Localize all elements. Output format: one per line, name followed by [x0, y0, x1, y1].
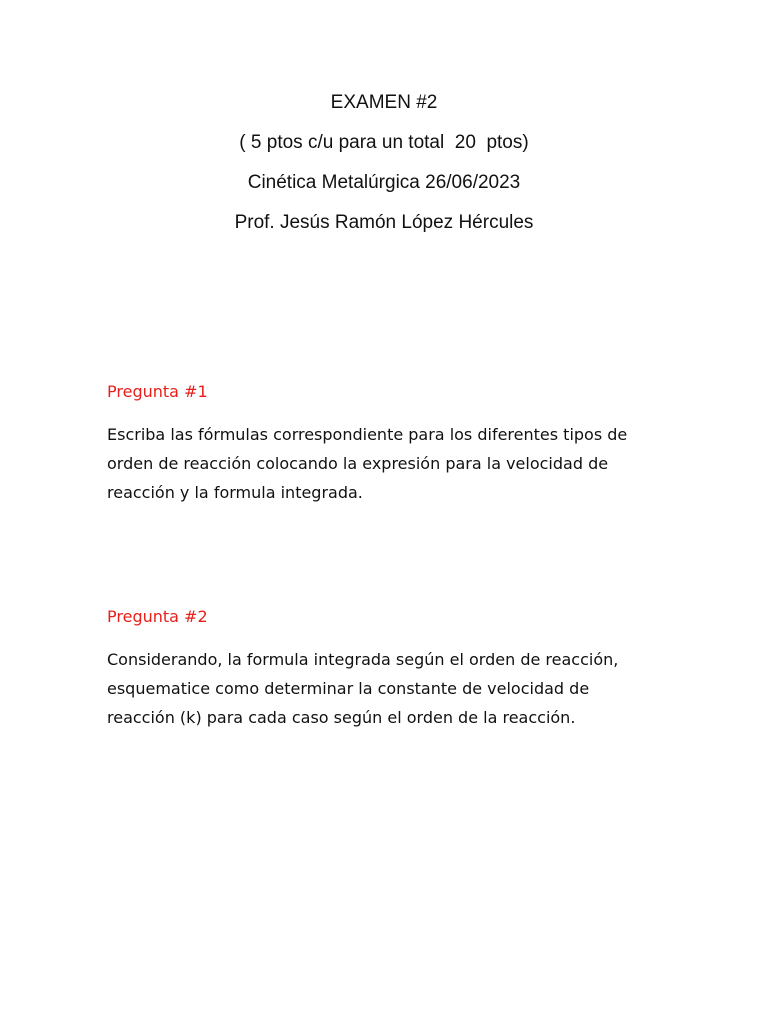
- course-date: Cinética Metalúrgica 26/06/2023: [247, 172, 521, 193]
- question-1-line: Escriba las fórmulas correspondiente para los diferentes tipos de: [107, 425, 628, 444]
- question-1-text: [107, 420, 667, 507]
- question-1-line: orden de reacción colocando la expresión para la velocidad de: [107, 454, 609, 473]
- question-2-line: reacción (k) para cada caso según el orden de la reacción.: [107, 708, 576, 727]
- question-2-line: esquematice como determinar la constante de velocidad de: [107, 679, 590, 698]
- question-2-title: Pregunta #2: [107, 607, 208, 626]
- professor-name: Prof. Jesús Ramón López Hércules: [234, 212, 534, 233]
- exam-title: EXAMEN #2: [330, 92, 438, 113]
- question-1-title: Pregunta #1: [107, 382, 208, 401]
- question-1-line: reacción y la formula integrada.: [107, 483, 363, 502]
- question-2-line: Considerando, la formula integrada según el orden de reacción,: [107, 650, 619, 669]
- points-info: ( 5 ptos c/u para un total 20 ptos): [239, 132, 529, 153]
- question-2-text: [107, 645, 667, 732]
